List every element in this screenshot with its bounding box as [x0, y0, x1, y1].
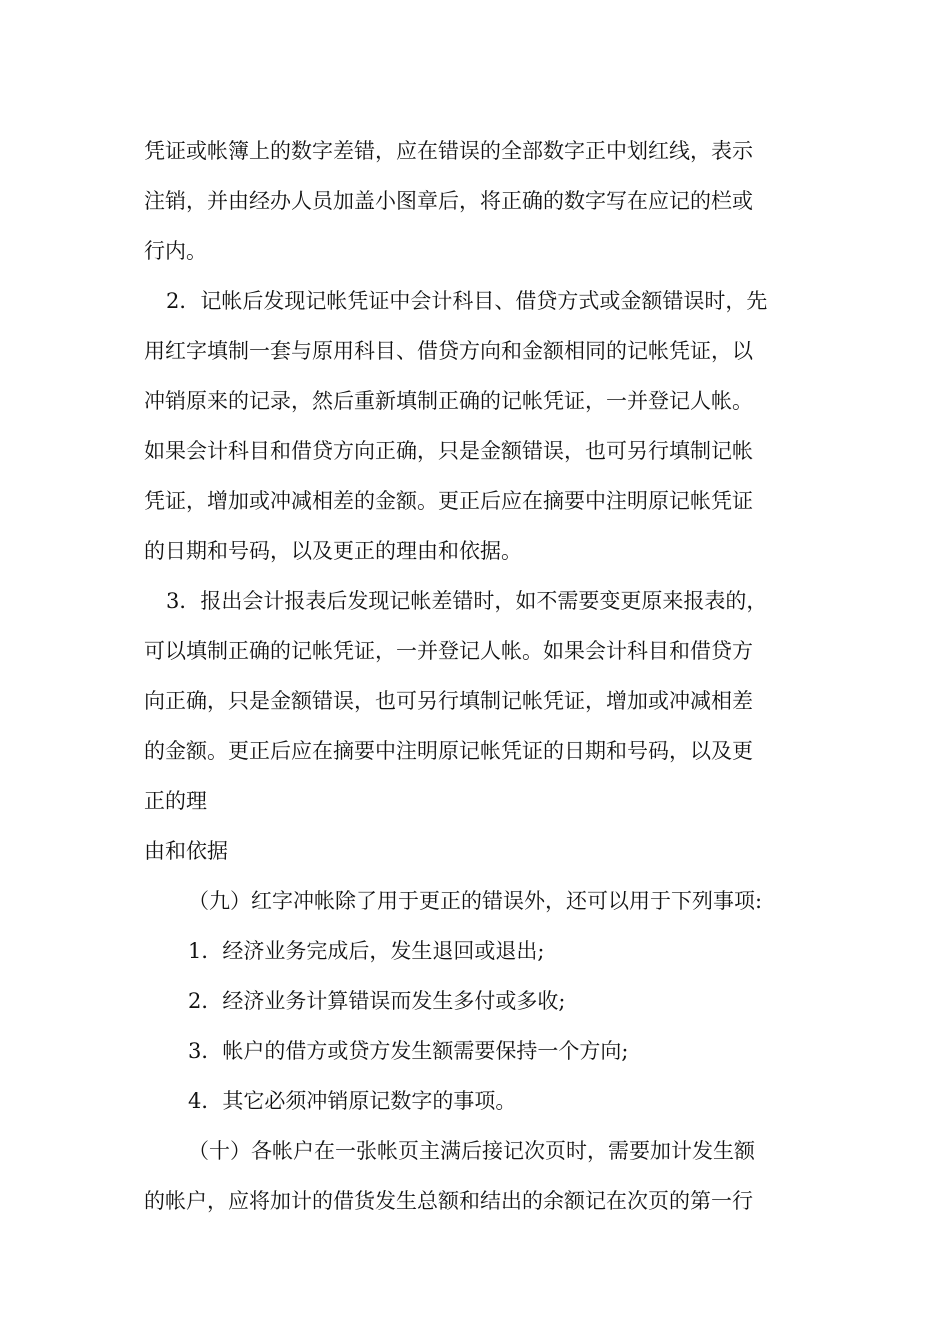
text-line: 2．经济业务计算错误而发生多付或多收;: [188, 989, 566, 1013]
text-line: 用红字填制一套与原用科目、借贷方向和金额相同的记帐凭证，以: [144, 339, 753, 363]
text-line: （九）红字冲帐除了用于更正的错误外，还可以用于下列事项:: [188, 889, 763, 913]
text-line: 正的理: [144, 789, 207, 813]
text-line: 如果会计科目和借贷方向正确，只是金额错误，也可另行填制记帐: [144, 439, 753, 463]
text-line: 的帐户，应将加计的借货发生总额和结出的余额记在次页的第一行: [144, 1189, 753, 1213]
text-line: 3．帐户的借方或贷方发生额需要保持一个方向;: [188, 1039, 629, 1063]
text-line: 1．经济业务完成后，发生退回或退出;: [188, 939, 545, 963]
text-line: 可以填制正确的记帐凭证，一并登记人帐。如果会计科目和借贷方: [144, 639, 753, 663]
text-line: 注销，并由经办人员加盖小图章后，将正确的数字写在应记的栏或: [144, 189, 753, 213]
text-line: 冲销原来的记录，然后重新填制正确的记帐凭证，一并登记人帐。: [144, 389, 753, 413]
text-line: （十）各帐户在一张帐页主满后接记次页时，需要加计发生额: [188, 1139, 755, 1163]
text-line: 4．其它必须冲销原记数字的事项。: [188, 1089, 517, 1113]
text-line: 的金额。更正后应在摘要中注明原记帐凭证的日期和号码，以及更: [144, 739, 753, 763]
text-line: 3．报出会计报表后发现记帐差错时，如不需要变更原来报表的，: [166, 589, 768, 613]
text-line: 的日期和号码，以及更正的理由和依据。: [144, 539, 522, 563]
text-line: 2．记帐后发现记帐凭证中会计科目、借贷方式或金额错误时，先: [166, 289, 768, 313]
text-line: 凭证或帐簿上的数字差错，应在错误的全部数字正中划红线，表示: [144, 139, 753, 163]
text-line: 行内。: [144, 239, 207, 263]
text-line: 向正确，只是金额错误，也可另行填制记帐凭证，增加或冲减相差: [144, 689, 753, 713]
text-line: 凭证，增加或冲减相差的金额。更正后应在摘要中注明原记帐凭证: [144, 489, 753, 513]
text-line: 由和依据: [144, 839, 228, 863]
